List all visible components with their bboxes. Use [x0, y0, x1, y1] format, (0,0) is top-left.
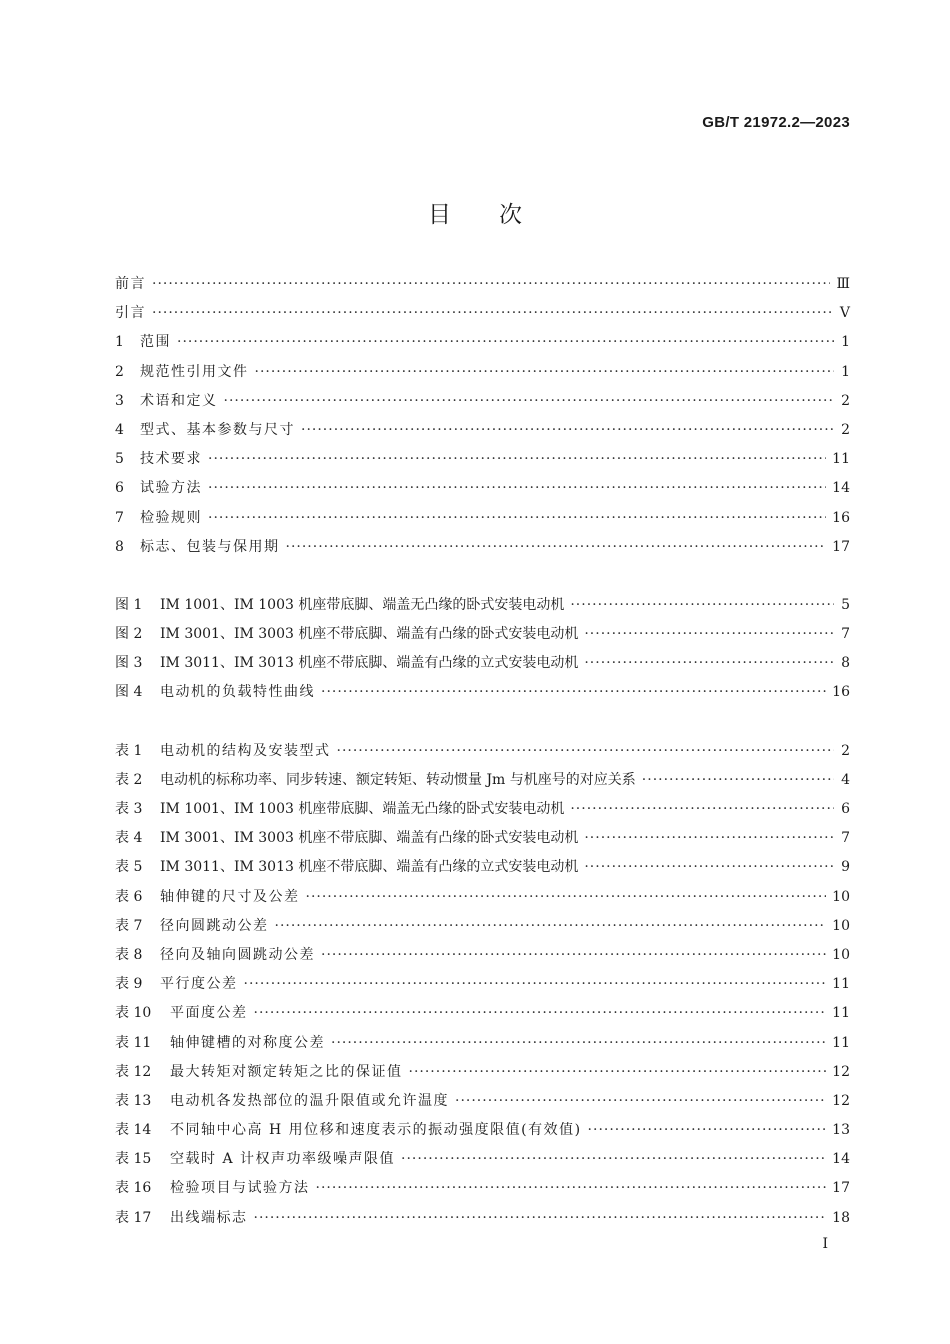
- toc-entry-number: 2: [115, 363, 124, 380]
- toc-entry-label: 径向及轴向圆跳动公差: [160, 946, 315, 963]
- toc-entry-label: 前言: [115, 276, 146, 292]
- leader-dots: [588, 1116, 827, 1145]
- toc-entry-page: 4: [841, 771, 850, 788]
- toc-entry-page: 11: [832, 976, 850, 993]
- toc-entry-page: 8: [841, 655, 850, 672]
- toc-entry-section-2[interactable]: [115, 358, 850, 387]
- toc-entry-page: 14: [832, 1151, 850, 1168]
- leader-dots: [642, 766, 834, 795]
- toc-entry-page: 16: [832, 509, 850, 526]
- toc-entry-label: IM 3011、IM 3013 机座不带底脚、端盖有凸缘的立式安装电动机: [160, 859, 579, 876]
- leader-dots: [409, 1058, 827, 1087]
- toc-entry-number: 1: [115, 334, 124, 351]
- toc-entry-number: 图 4: [115, 684, 143, 701]
- toc-entry-page: 14: [832, 480, 850, 497]
- toc-entry-table-16[interactable]: [115, 1174, 850, 1203]
- leader-dots: [321, 941, 826, 970]
- toc-entry-number: 表 3: [115, 801, 143, 817]
- toc-group-spacer: [115, 562, 850, 591]
- toc-entry-label: 检验规则: [140, 509, 202, 526]
- toc-entry-table-8[interactable]: [115, 941, 850, 970]
- toc-entry-number: 图 1: [115, 596, 143, 613]
- toc-entry-number: 表 15: [115, 1151, 152, 1168]
- toc-entry-number: 表 4: [115, 830, 143, 847]
- toc-entry-label: 范围: [140, 334, 171, 351]
- leader-dots: [301, 416, 834, 445]
- toc-entry-page: 11: [832, 1005, 850, 1022]
- leader-dots: [584, 620, 834, 649]
- toc-entry-table-15[interactable]: [115, 1145, 850, 1174]
- leader-dots: [275, 912, 827, 941]
- toc-entry-number: 表 13: [115, 1092, 152, 1109]
- toc-entry-number: 8: [115, 538, 124, 555]
- toc-entry-page: Ⅲ: [836, 276, 850, 292]
- leader-dots: [254, 1204, 827, 1233]
- toc-entry-number: 表 7: [115, 917, 143, 934]
- toc-entry-label: 电动机的负载特性曲线: [160, 684, 315, 701]
- toc-entry-label: IM 3001、IM 3003 机座不带底脚、端盖有凸缘的卧式安装电动机: [160, 830, 579, 847]
- leader-dots: [152, 299, 834, 328]
- toc-entry-table-13[interactable]: [115, 1087, 850, 1116]
- leader-dots: [570, 795, 834, 824]
- toc-entry-number: 表 14: [115, 1122, 152, 1139]
- leader-dots: [208, 474, 826, 503]
- toc-entry-label: 电动机的标称功率、同步转速、额定转矩、转动惯量 Jm 与机座号的对应关系: [160, 771, 636, 788]
- leader-dots: [177, 328, 834, 357]
- toc-entry-number: 表 6: [115, 888, 143, 905]
- leader-dots: [331, 1029, 826, 1058]
- toc-entry-table-2[interactable]: [115, 766, 850, 795]
- toc-entry-section-5[interactable]: [115, 445, 850, 474]
- toc-entry-number: 7: [115, 509, 124, 526]
- table-of-contents: [115, 270, 850, 1233]
- toc-entry-section-7[interactable]: [115, 504, 850, 533]
- toc-entry-label: 电动机各发热部位的温升限值或允许温度: [170, 1092, 449, 1109]
- toc-entry-number: 表 16: [115, 1180, 152, 1197]
- toc-entry-page: 18: [832, 1209, 850, 1226]
- leader-dots: [584, 649, 834, 678]
- toc-entry-label: 不同轴中心高 H 用位移和速度表示的振动强度限值(有效值): [170, 1122, 582, 1139]
- toc-entry-page: Ⅴ: [839, 305, 850, 322]
- toc-entry-figure-3[interactable]: [115, 649, 850, 678]
- leader-dots: [337, 737, 835, 766]
- toc-entry-label: 标志、包装与保用期: [140, 538, 280, 555]
- toc-entry-page: 12: [832, 1063, 850, 1080]
- toc-entry-table-4[interactable]: [115, 824, 850, 853]
- toc-entry-page: 17: [832, 1180, 850, 1197]
- toc-entry-page: 10: [832, 888, 850, 905]
- toc-entry-number: 图 3: [115, 655, 143, 672]
- standard-number: GB/T 21972.2—2023: [702, 114, 850, 131]
- toc-entry-page: 16: [832, 684, 850, 701]
- leader-dots: [208, 504, 826, 533]
- toc-entry-page: 11: [832, 451, 850, 468]
- leader-dots: [316, 1174, 827, 1203]
- toc-entry-label: IM 1001、IM 1003 机座带底脚、端盖无凸缘的卧式安装电动机: [160, 801, 565, 817]
- toc-entry-table-17[interactable]: [115, 1204, 850, 1233]
- toc-entry-page: 10: [832, 917, 850, 934]
- leader-dots: [306, 883, 827, 912]
- toc-entry-page: 9: [841, 859, 850, 876]
- toc-entry-introduction[interactable]: [115, 299, 850, 328]
- toc-entry-number: 5: [115, 451, 124, 468]
- leader-dots: [321, 678, 826, 707]
- toc-entry-number: 表 8: [115, 946, 143, 963]
- toc-entry-page: 5: [841, 596, 850, 613]
- toc-entry-label: 术语和定义: [140, 392, 218, 409]
- toc-group-spacer: [115, 708, 850, 737]
- toc-entry-label: 技术要求: [140, 451, 202, 468]
- toc-entry-figure-2[interactable]: [115, 620, 850, 649]
- toc-entry-section-6[interactable]: [115, 474, 850, 503]
- toc-entry-label: 最大转矩对额定转矩之比的保证值: [170, 1063, 403, 1080]
- page-number: I: [822, 1236, 828, 1252]
- toc-entry-section-3[interactable]: [115, 387, 850, 416]
- toc-entry-label: 轴伸键槽的对称度公差: [170, 1034, 325, 1051]
- toc-entry-label: 检验项目与试验方法: [170, 1180, 310, 1197]
- toc-entry-number: 表 1: [115, 742, 143, 759]
- toc-entry-label: 轴伸键的尺寸及公差: [160, 888, 300, 905]
- leader-dots: [244, 970, 827, 999]
- toc-entry-label: IM 1001、IM 1003 机座带底脚、端盖无凸缘的卧式安装电动机: [160, 596, 565, 613]
- toc-entry-section-8[interactable]: [115, 533, 850, 562]
- toc-entry-page: 1: [841, 363, 850, 380]
- toc-entry-number: 表 12: [115, 1063, 152, 1080]
- toc-entry-number: 表 5: [115, 859, 143, 876]
- toc-entry-page: 1: [841, 334, 850, 351]
- toc-entry-label: IM 3011、IM 3013 机座不带底脚、端盖有凸缘的立式安装电动机: [160, 655, 579, 672]
- toc-entry-label: 电动机的结构及安装型式: [160, 742, 331, 759]
- toc-entry-number: 表 2: [115, 771, 143, 788]
- leader-dots: [255, 358, 835, 387]
- toc-entry-table-9[interactable]: [115, 970, 850, 999]
- toc-entry-figure-4[interactable]: [115, 678, 850, 707]
- toc-entry-label: 型式、基本参数与尺寸: [140, 421, 295, 438]
- toc-entry-label: 径向圆跳动公差: [160, 917, 269, 934]
- toc-entry-page: 13: [832, 1122, 850, 1139]
- leader-dots: [208, 445, 826, 474]
- page-title: 目次: [428, 202, 570, 228]
- leader-dots: [455, 1087, 826, 1116]
- toc-entry-number: 表 10: [115, 1005, 152, 1022]
- leader-dots: [584, 824, 834, 853]
- toc-entry-label: 出线端标志: [170, 1209, 248, 1226]
- toc-entry-page: 6: [841, 801, 850, 817]
- toc-entry-table-12[interactable]: [115, 1058, 850, 1087]
- leader-dots: [401, 1145, 826, 1174]
- toc-entry-page: 12: [832, 1092, 850, 1109]
- toc-entry-number: 3: [115, 392, 124, 409]
- toc-entry-table-14[interactable]: [115, 1116, 850, 1145]
- leader-dots: [286, 533, 827, 562]
- toc-entry-label: 试验方法: [140, 480, 202, 497]
- toc-entry-label: IM 3001、IM 3003 机座不带底脚、端盖有凸缘的卧式安装电动机: [160, 626, 579, 643]
- toc-entry-table-6[interactable]: [115, 883, 850, 912]
- toc-entry-label: 规范性引用文件: [140, 363, 249, 380]
- toc-entry-number: 6: [115, 480, 124, 497]
- toc-entry-label: 平面度公差: [170, 1005, 248, 1022]
- toc-entry-label: 引言: [115, 305, 146, 322]
- toc-entry-page: 2: [841, 392, 850, 409]
- toc-entry-number: 表 11: [115, 1034, 152, 1051]
- toc-entry-number: 表 9: [115, 976, 143, 993]
- leader-dots: [584, 853, 834, 882]
- toc-entry-table-10[interactable]: [115, 999, 850, 1028]
- toc-entry-table-3[interactable]: [115, 795, 850, 824]
- toc-entry-table-1[interactable]: [115, 737, 850, 766]
- toc-entry-section-4[interactable]: [115, 416, 850, 445]
- toc-entry-number: 图 2: [115, 626, 143, 643]
- toc-entry-page: 17: [832, 538, 850, 555]
- leader-dots: [254, 999, 827, 1028]
- toc-entry-number: 表 17: [115, 1209, 152, 1226]
- toc-entry-table-11[interactable]: [115, 1029, 850, 1058]
- leader-dots: [570, 591, 834, 620]
- toc-entry-label: 空载时 A 计权声功率级噪声限值: [170, 1151, 396, 1168]
- toc-entry-foreword[interactable]: [115, 270, 850, 299]
- toc-entry-table-5[interactable]: [115, 853, 850, 882]
- toc-entry-page: 2: [841, 742, 850, 759]
- toc-entry-number: 4: [115, 421, 124, 438]
- toc-entry-figure-1[interactable]: [115, 591, 850, 620]
- leader-dots: [224, 387, 835, 416]
- toc-entry-page: 7: [841, 626, 850, 643]
- toc-entry-section-1[interactable]: [115, 328, 850, 357]
- toc-entry-table-7[interactable]: [115, 912, 850, 941]
- leader-dots: [152, 270, 830, 299]
- toc-entry-page: 11: [832, 1034, 850, 1051]
- toc-entry-page: 10: [832, 946, 850, 963]
- toc-entry-page: 7: [841, 830, 850, 847]
- toc-entry-page: 2: [841, 421, 850, 438]
- toc-entry-label: 平行度公差: [160, 976, 238, 993]
